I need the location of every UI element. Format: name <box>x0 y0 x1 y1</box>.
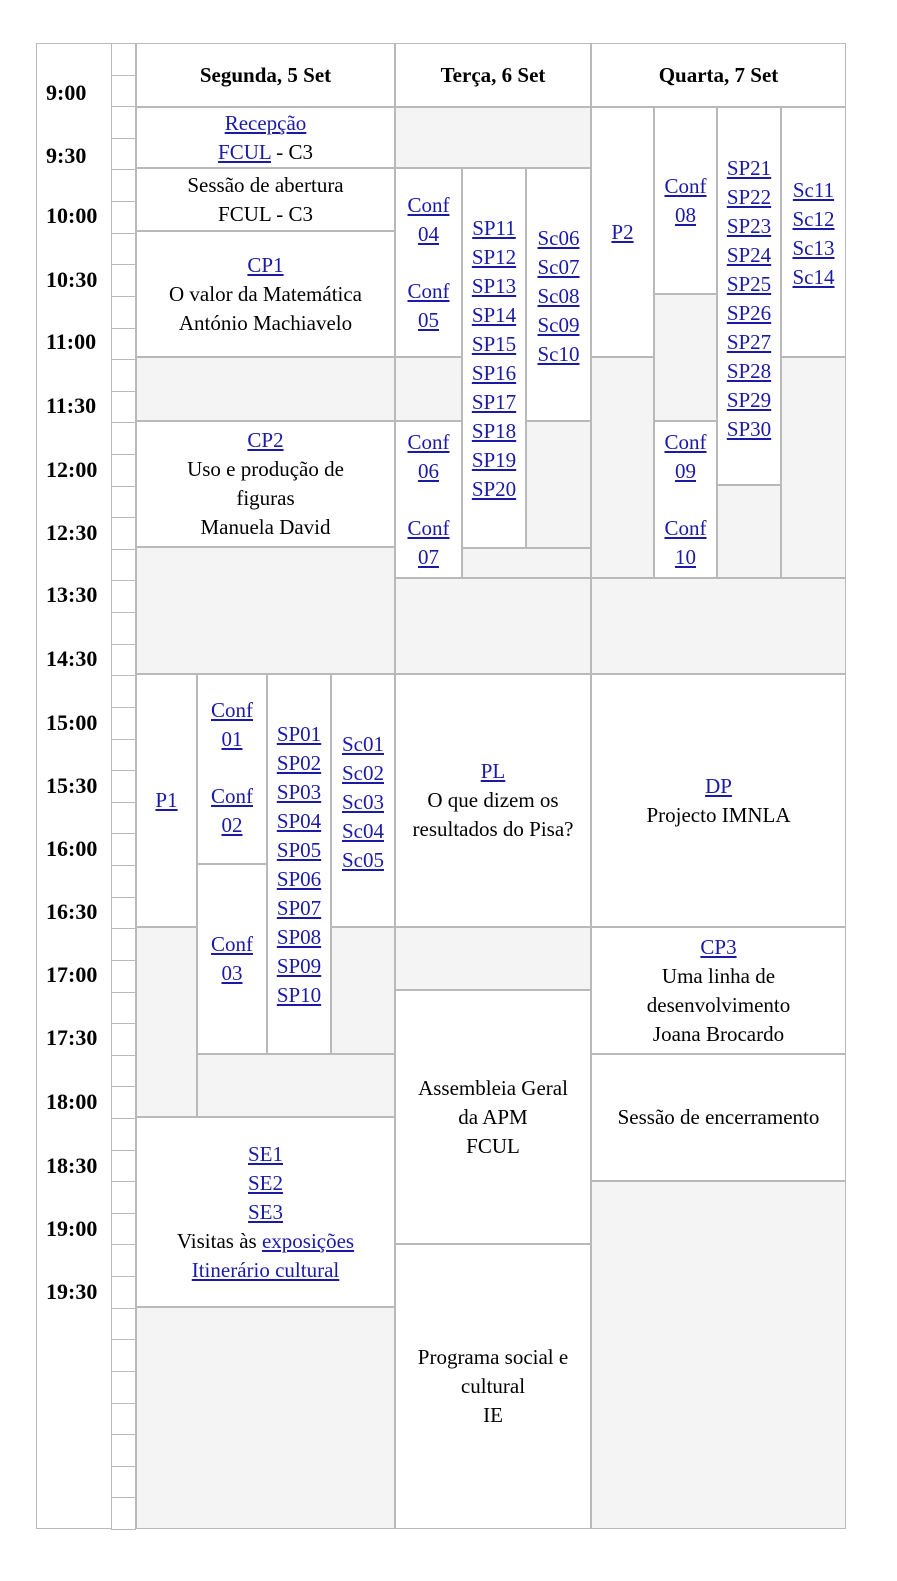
poster-session-link[interactable]: SP06 <box>276 867 322 891</box>
communication-session-link[interactable]: Sc02 <box>342 761 384 785</box>
poster-sessions-tuesday <box>462 168 526 548</box>
assembleia-title-2: da APM <box>458 1104 528 1129</box>
time-label: 12:30 <box>46 520 98 545</box>
time-label: 14:30 <box>46 646 98 671</box>
poster-session-link[interactable]: SP14 <box>471 303 517 327</box>
conf10-number[interactable]: 10 <box>675 545 696 569</box>
time-slot <box>111 1403 136 1436</box>
poster-session-link[interactable]: SP05 <box>276 838 322 862</box>
time-slot <box>111 43 136 76</box>
time-label: 16:30 <box>46 899 98 924</box>
time-label: 12:00 <box>46 457 98 482</box>
time-label: 19:30 <box>46 1279 98 1304</box>
time-slot <box>111 1339 136 1372</box>
time-slot <box>111 1150 136 1183</box>
time-label: 16:00 <box>46 836 98 861</box>
communication-session-link[interactable]: Sc11 <box>792 178 835 202</box>
itinerario-link[interactable]: Itinerário cultural <box>191 1257 340 1282</box>
empty-cell <box>395 927 591 990</box>
time-slot <box>111 549 136 582</box>
conf01-link[interactable]: Conf <box>211 698 253 722</box>
poster-session-link[interactable]: SP23 <box>726 214 772 238</box>
time-slot <box>111 928 136 961</box>
conf10-link[interactable]: Conf <box>664 516 707 540</box>
social-room: IE <box>483 1403 503 1427</box>
poster-session-link[interactable]: SP07 <box>276 896 322 920</box>
time-label: 15:00 <box>46 710 98 735</box>
cp2-speaker: Manuela David <box>200 515 331 539</box>
fcul-link[interactable]: FCUL <box>218 139 271 164</box>
empty-cell <box>591 357 654 578</box>
empty-cell <box>591 1181 846 1529</box>
empty-cell <box>781 357 846 578</box>
day-header-wednesday: Quarta, 7 Set <box>591 43 846 107</box>
time-label: 15:30 <box>46 773 98 798</box>
cp3-speaker: Joana Brocardo <box>652 1021 785 1046</box>
conf03-number[interactable]: 03 <box>221 961 243 985</box>
poster-session-link[interactable]: SP11 <box>472 216 516 240</box>
conf07-number[interactable]: 07 <box>418 545 439 569</box>
time-slot <box>111 992 136 1025</box>
time-slot <box>111 517 136 550</box>
cp2-link[interactable]: CP2 <box>247 428 284 452</box>
time-slot <box>111 296 136 329</box>
dp-link[interactable]: DP <box>705 773 732 798</box>
empty-cell <box>331 927 395 1054</box>
cp2-title-2: figuras <box>236 486 295 510</box>
time-slot <box>111 486 136 519</box>
cp3-link[interactable]: CP3 <box>700 934 737 959</box>
conf04-number[interactable]: 04 <box>418 221 439 246</box>
communication-session-link[interactable]: Sc14 <box>792 265 835 289</box>
time-slot <box>111 1118 136 1151</box>
time-slot <box>111 1466 136 1499</box>
communication-sessions-monday <box>331 674 395 927</box>
time-slot <box>111 1497 136 1530</box>
poster-session-link[interactable]: SP16 <box>471 361 517 385</box>
empty-cell <box>136 927 197 1117</box>
time-label: 17:30 <box>46 1025 98 1050</box>
event-conf01-02 <box>197 674 267 864</box>
time-slot <box>111 1244 136 1277</box>
poster-session-link[interactable]: SP08 <box>276 925 322 949</box>
time-label: 17:00 <box>46 962 98 987</box>
time-slot <box>111 612 136 645</box>
time-label: 10:00 <box>46 203 98 228</box>
poster-session-link[interactable]: SP15 <box>471 332 517 356</box>
time-slot <box>111 1023 136 1056</box>
poster-session-link[interactable]: SP29 <box>726 388 772 412</box>
time-slot <box>111 75 136 108</box>
empty-cell <box>395 357 462 421</box>
time-slot <box>111 897 136 930</box>
event-recepcao <box>136 107 395 168</box>
cp2-title-1: Uso e produção de <box>187 457 344 481</box>
time-slot <box>111 328 136 361</box>
day-header-monday: Segunda, 5 Set <box>136 43 395 107</box>
day-header-tuesday: Terça, 6 Set <box>395 43 591 107</box>
conf05-number[interactable]: 05 <box>418 307 439 332</box>
conf01-number[interactable]: 01 <box>221 727 243 751</box>
conf06-number[interactable]: 06 <box>418 459 439 483</box>
conf08-number[interactable]: 08 <box>675 202 696 227</box>
room-label: - C3 <box>270 139 313 164</box>
conf09-number[interactable]: 09 <box>675 459 696 483</box>
time-slot <box>111 707 136 740</box>
communication-session-link[interactable]: Sc04 <box>342 819 384 843</box>
social-title-2: cultural <box>460 1374 526 1398</box>
conf03-link[interactable]: Conf <box>211 932 253 956</box>
cp1-speaker: António Machiavelo <box>178 310 353 335</box>
cp3-title-1: Uma linha de <box>661 963 776 988</box>
communication-session-link[interactable]: Sc01 <box>342 732 384 756</box>
poster-session-link[interactable]: SP21 <box>726 156 772 180</box>
cp1-title: O valor da Matemática <box>169 281 362 306</box>
conf02-link[interactable]: Conf <box>211 784 253 808</box>
communication-session-link[interactable]: Sc08 <box>537 284 580 308</box>
communication-session-link[interactable]: Sc03 <box>342 790 384 814</box>
conf06-link[interactable]: Conf <box>407 430 450 454</box>
time-label: 19:00 <box>46 1216 98 1241</box>
poster-session-link[interactable]: SP20 <box>471 477 517 501</box>
se3-link[interactable]: SE3 <box>247 1199 283 1224</box>
poster-session-link[interactable]: SP03 <box>276 780 322 804</box>
cp1-link[interactable]: CP1 <box>247 252 284 277</box>
event-sessao-encerramento <box>591 1054 846 1181</box>
poster-session-link[interactable]: SP28 <box>726 359 772 383</box>
communication-session-link[interactable]: Sc12 <box>792 207 835 231</box>
time-label: 9:00 <box>46 80 87 105</box>
communication-session-link[interactable]: Sc13 <box>792 236 835 260</box>
time-slot <box>111 770 136 803</box>
exposicoes-link[interactable]: exposições <box>261 1228 355 1253</box>
time-slot <box>111 739 136 772</box>
poster-session-link[interactable]: SP09 <box>276 954 322 978</box>
time-slot <box>111 833 136 866</box>
time-slot <box>111 580 136 613</box>
conf07-link[interactable]: Conf <box>407 516 450 540</box>
time-slot <box>111 454 136 487</box>
event-conf09-10 <box>654 421 717 578</box>
event-cp1 <box>136 231 395 357</box>
empty-cell <box>136 357 395 421</box>
assembleia-room: FCUL <box>466 1133 520 1158</box>
se1-link[interactable]: SE1 <box>247 1141 283 1166</box>
event-sessao-abertura <box>136 168 395 231</box>
empty-cell <box>462 548 591 578</box>
se2-link[interactable]: SE2 <box>247 1170 283 1195</box>
poster-session-link[interactable]: SP10 <box>276 983 322 1007</box>
time-slot <box>111 1276 136 1309</box>
lunch-break-wednesday <box>591 578 846 674</box>
event-cp3 <box>591 927 846 1054</box>
time-slot <box>111 644 136 677</box>
event-pl <box>395 674 591 927</box>
time-slot <box>111 359 136 392</box>
time-label: 18:30 <box>46 1153 98 1178</box>
visitas-label: Visitas às <box>176 1228 262 1253</box>
time-slot <box>111 960 136 993</box>
event-p1 <box>136 674 197 927</box>
time-slot <box>111 1181 136 1214</box>
empty-cell <box>197 1054 395 1117</box>
poster-session-link[interactable]: SP22 <box>726 185 772 209</box>
conf08-link[interactable]: Conf <box>664 173 707 198</box>
event-conf03 <box>197 864 267 1054</box>
poster-session-link[interactable]: SP24 <box>726 243 772 267</box>
event-dp <box>591 674 846 927</box>
communication-session-link[interactable]: Sc05 <box>342 848 384 872</box>
abertura-room: FCUL - C3 <box>218 201 313 226</box>
poster-session-link[interactable]: SP26 <box>726 301 772 325</box>
poster-session-link[interactable]: SP04 <box>276 809 322 833</box>
time-slot <box>111 422 136 455</box>
poster-sessions-wednesday <box>717 107 781 485</box>
event-programa-social <box>395 1244 591 1529</box>
event-se <box>136 1117 395 1307</box>
time-slot <box>111 106 136 139</box>
assembleia-title-1: Assembleia Geral <box>418 1075 568 1100</box>
empty-cell <box>526 421 591 548</box>
time-slot <box>111 138 136 171</box>
conf09-link[interactable]: Conf <box>664 430 707 454</box>
recepcao-link[interactable]: Recepção <box>224 110 307 135</box>
abertura-title: Sessão de abertura <box>187 172 344 197</box>
poster-session-link[interactable]: SP19 <box>471 448 517 472</box>
communication-sessions-wednesday <box>781 107 846 357</box>
time-label: 10:30 <box>46 267 98 292</box>
time-slot <box>111 865 136 898</box>
empty-cell <box>395 107 591 168</box>
empty-cell <box>654 294 717 421</box>
poster-session-link[interactable]: SP27 <box>726 330 772 354</box>
time-slot <box>111 675 136 708</box>
communication-session-link[interactable]: Sc07 <box>537 255 580 279</box>
poster-sessions-monday <box>267 674 331 1054</box>
poster-session-link[interactable]: SP25 <box>726 272 772 296</box>
empty-cell <box>136 1307 395 1529</box>
event-conf06-07 <box>395 421 462 578</box>
time-slot <box>111 1371 136 1404</box>
time-slot <box>111 1308 136 1341</box>
event-p2 <box>591 107 654 357</box>
time-slot <box>111 1434 136 1467</box>
social-title-1: Programa social e <box>417 1345 569 1369</box>
encerramento-title: Sessão de encerramento <box>617 1105 820 1129</box>
time-label: 9:30 <box>46 143 87 168</box>
p1-link[interactable]: P1 <box>155 788 178 812</box>
time-slot <box>111 1086 136 1119</box>
event-cp2 <box>136 421 395 547</box>
pl-link[interactable]: PL <box>480 759 506 783</box>
pl-title-1: O que dizem os <box>427 788 559 812</box>
empty-cell <box>717 485 781 578</box>
time-label: 11:30 <box>46 393 97 418</box>
poster-session-link[interactable]: SP17 <box>471 390 517 414</box>
time-slot <box>111 169 136 202</box>
dp-title: Projecto IMNLA <box>646 802 791 827</box>
time-label: 13:30 <box>46 582 98 607</box>
time-slot <box>111 802 136 835</box>
time-slot <box>111 233 136 266</box>
poster-session-link[interactable]: SP30 <box>726 417 772 441</box>
time-label: 18:00 <box>46 1089 98 1114</box>
conf04-link[interactable]: Conf <box>407 192 450 217</box>
communication-session-link[interactable]: Sc09 <box>537 313 580 337</box>
communication-session-link[interactable]: Sc10 <box>537 342 580 366</box>
p2-link[interactable]: P2 <box>611 219 634 244</box>
poster-session-link[interactable]: SP02 <box>276 751 322 775</box>
poster-session-link[interactable]: SP13 <box>471 274 517 298</box>
conf02-number[interactable]: 02 <box>221 813 243 837</box>
event-assembleia <box>395 990 591 1244</box>
event-conf08 <box>654 107 717 294</box>
time-slot <box>111 1055 136 1088</box>
conf05-link[interactable]: Conf <box>407 278 450 303</box>
time-label: 11:00 <box>46 329 97 354</box>
lunch-break-tuesday <box>395 578 591 674</box>
event-conf04-05 <box>395 168 462 357</box>
cp3-title-2: desenvolvimento <box>646 992 791 1017</box>
lunch-break-monday <box>136 547 395 674</box>
poster-session-link[interactable]: SP12 <box>471 245 517 269</box>
poster-session-link[interactable]: SP01 <box>276 722 322 746</box>
time-slot <box>111 264 136 297</box>
time-slot <box>111 1213 136 1246</box>
communication-sessions-tuesday <box>526 168 591 421</box>
poster-session-link[interactable]: SP18 <box>471 419 517 443</box>
pl-title-2: resultados do Pisa? <box>412 817 574 841</box>
communication-session-link[interactable]: Sc06 <box>537 226 580 250</box>
time-slot <box>111 201 136 234</box>
time-slot <box>111 391 136 424</box>
